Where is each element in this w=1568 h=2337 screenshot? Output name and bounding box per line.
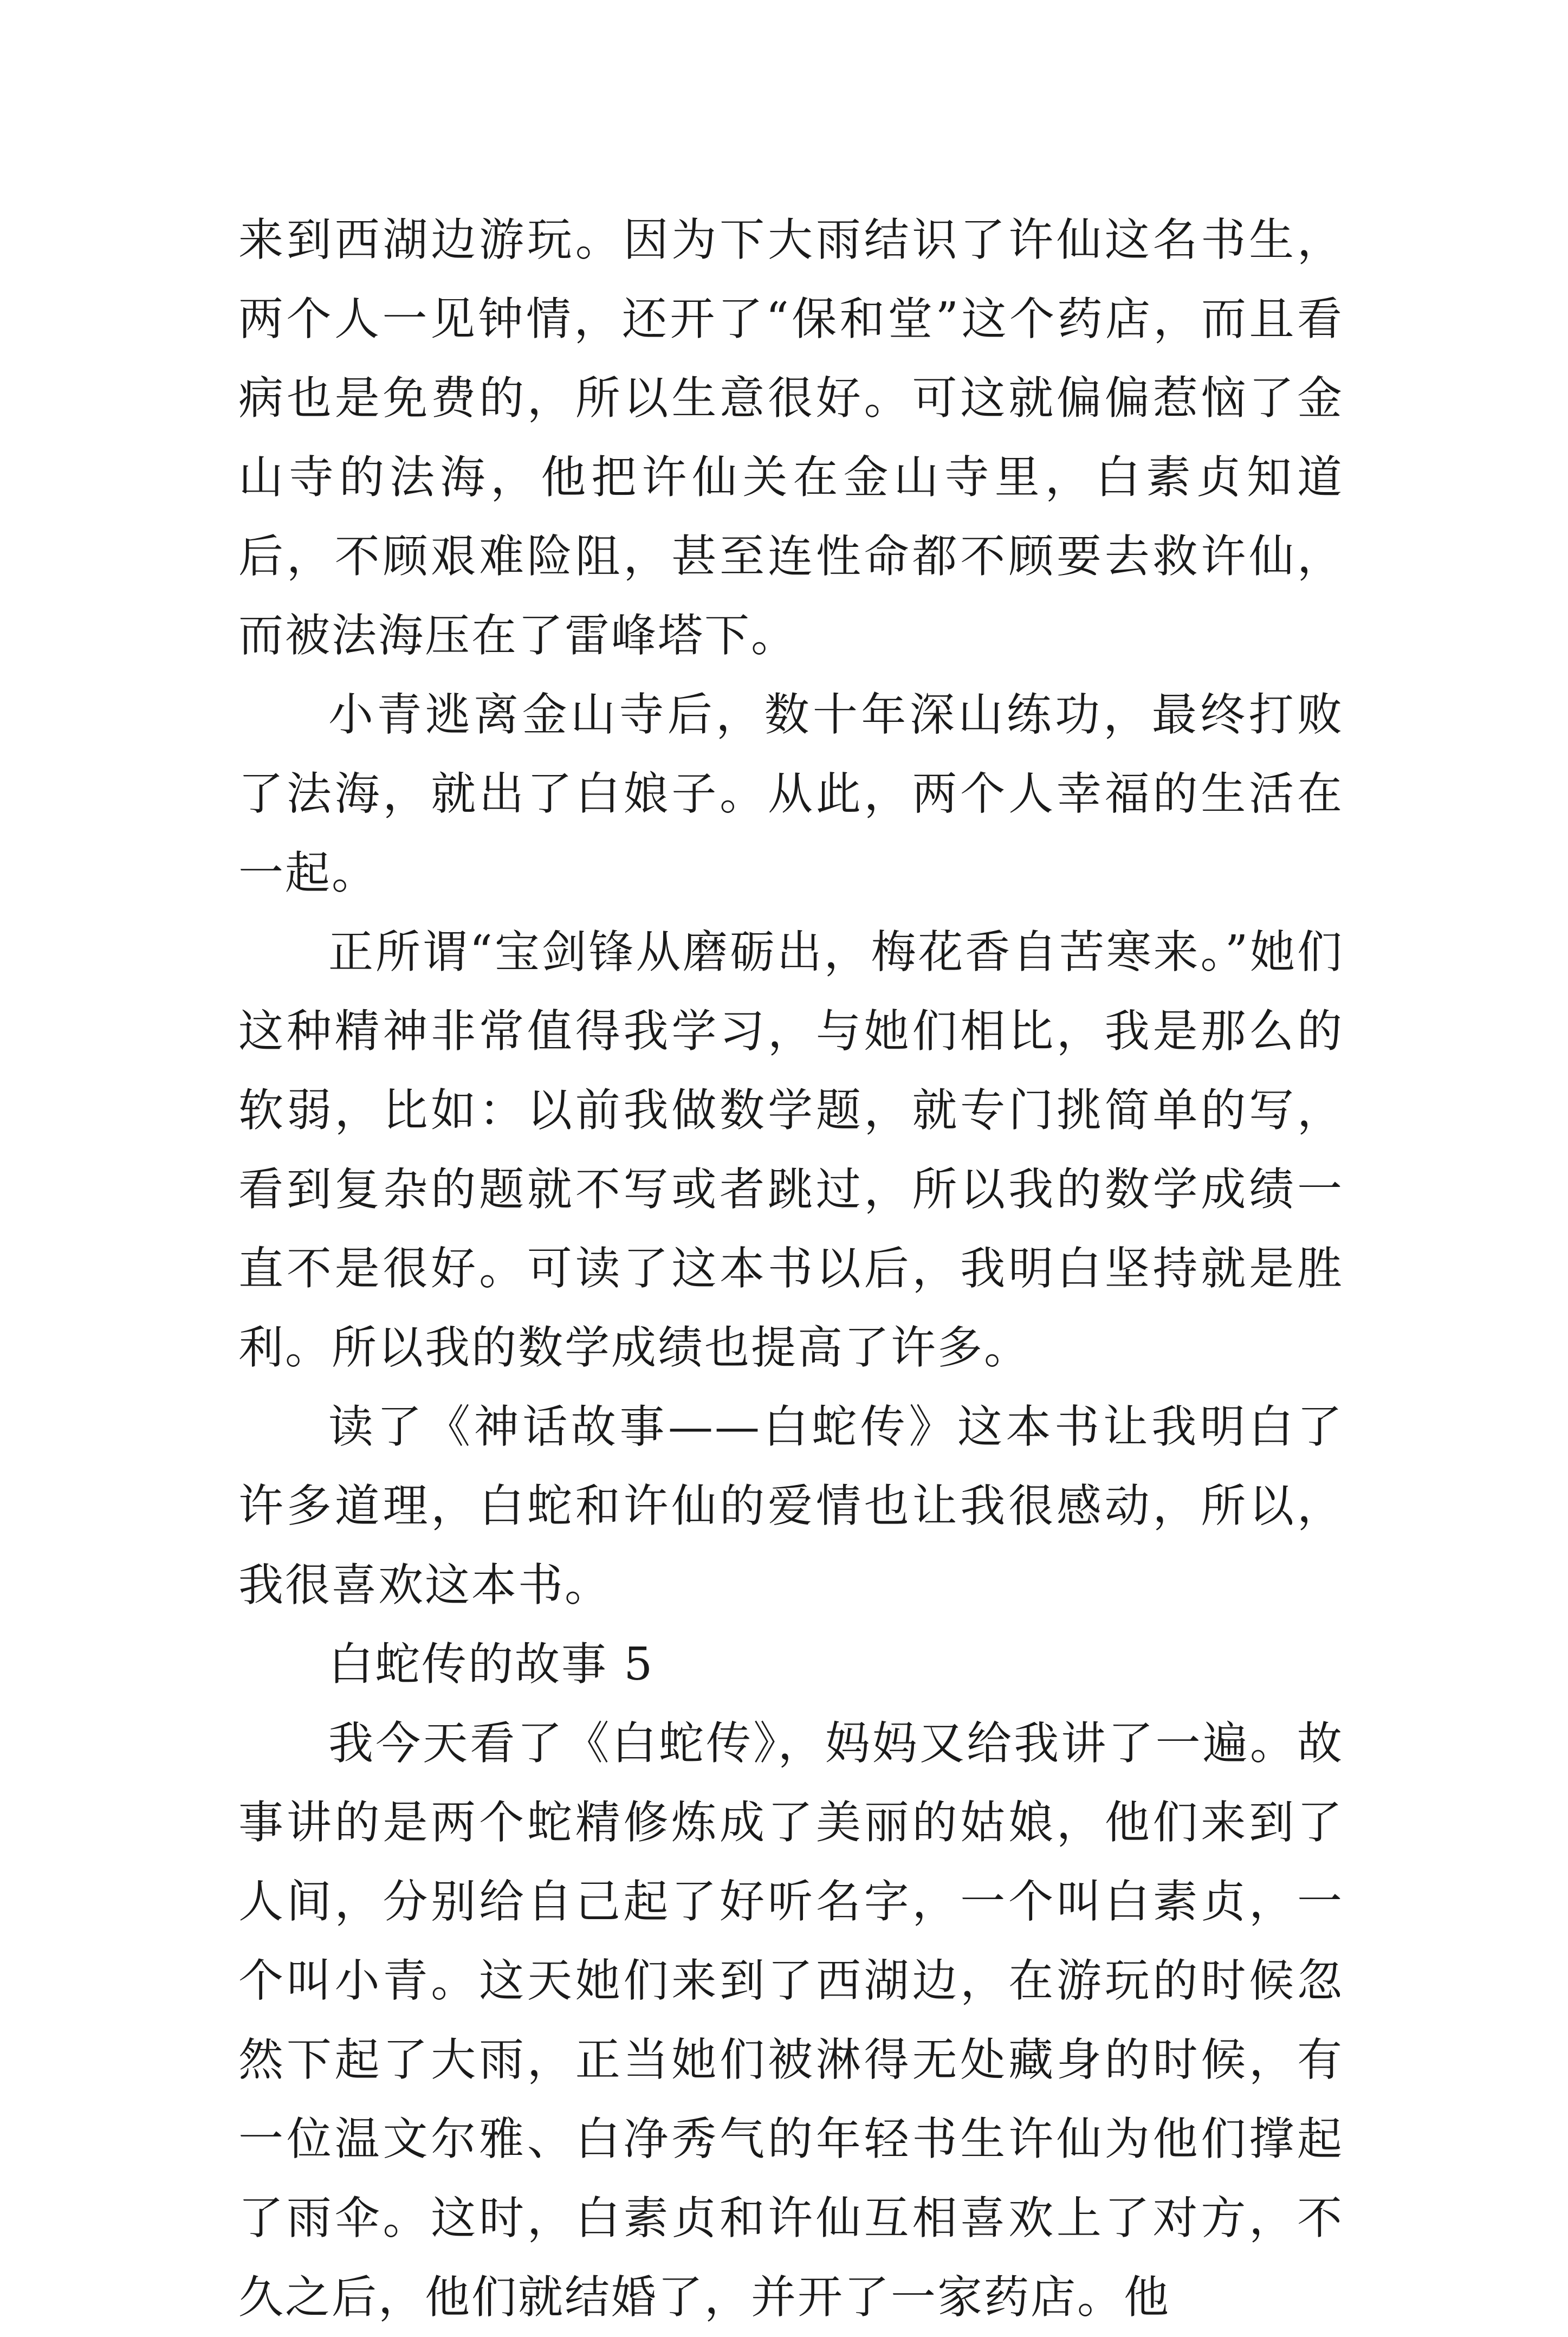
section-heading: 白蛇传的故事 5 <box>328 1638 655 1690</box>
paragraph-5: 我今天看了《白蛇传》，妈妈又给我讲了一遍。故事讲的是两个蛇精修炼成了美丽的姑娘，他们来到了人间，分别给自己起了好听名字，一个叫白素贞，一个叫小青。这天她们来到了西湖边，在游玩的时候忽然下起了大雨，正当她们被淋得无处藏身的时候，有一位温文尔雅、白净秀气的年轻书生许仙为他们撑起了雨伞。这时，白素贞和许仙互相喜欢上了对方，不久之后，他们就结婚了，并开了一家药店。他 <box>238 1717 1344 2323</box>
document-body <box>238 201 1344 2337</box>
paragraph-2: 小青逃离金山寺后，数十年深山练功，最终打败了法海，就出了白娘子。从此，两个人幸福的生活在一起。 <box>238 688 1344 899</box>
paragraph-1: 来到西湖边游玩。因为下大雨结识了许仙这名书生，两个人一见钟情，还开了“保和堂”这个药店，而且看病也是免费的，所以生意很好。可这就偏偏惹恼了金山寺的法海，他把许仙关在金山寺里，白素贞知道后，不顾艰难险阻，甚至连性命都不顾要去救许仙，而被法海压在了雷峰塔下。 <box>238 214 1344 662</box>
paragraph-3: 正所谓“宝剑锋从磨砺出，梅花香自苦寒来。”她们这种精神非常值得我学习，与她们相比，我是那么的软弱，比如：以前我做数学题，就专门挑简单的写，看到复杂的题就不写或者跳过，所以我的数学成绩一直不是很好。可读了这本书以后，我明白坚持就是胜利。所以我的数学成绩也提高了许多。 <box>238 926 1344 1374</box>
paragraph-4: 读了《神话故事——白蛇传》这本书让我明白了许多道理，白蛇和许仙的爱情也让我很感动，所以，我很喜欢这本书。 <box>238 1400 1344 1611</box>
